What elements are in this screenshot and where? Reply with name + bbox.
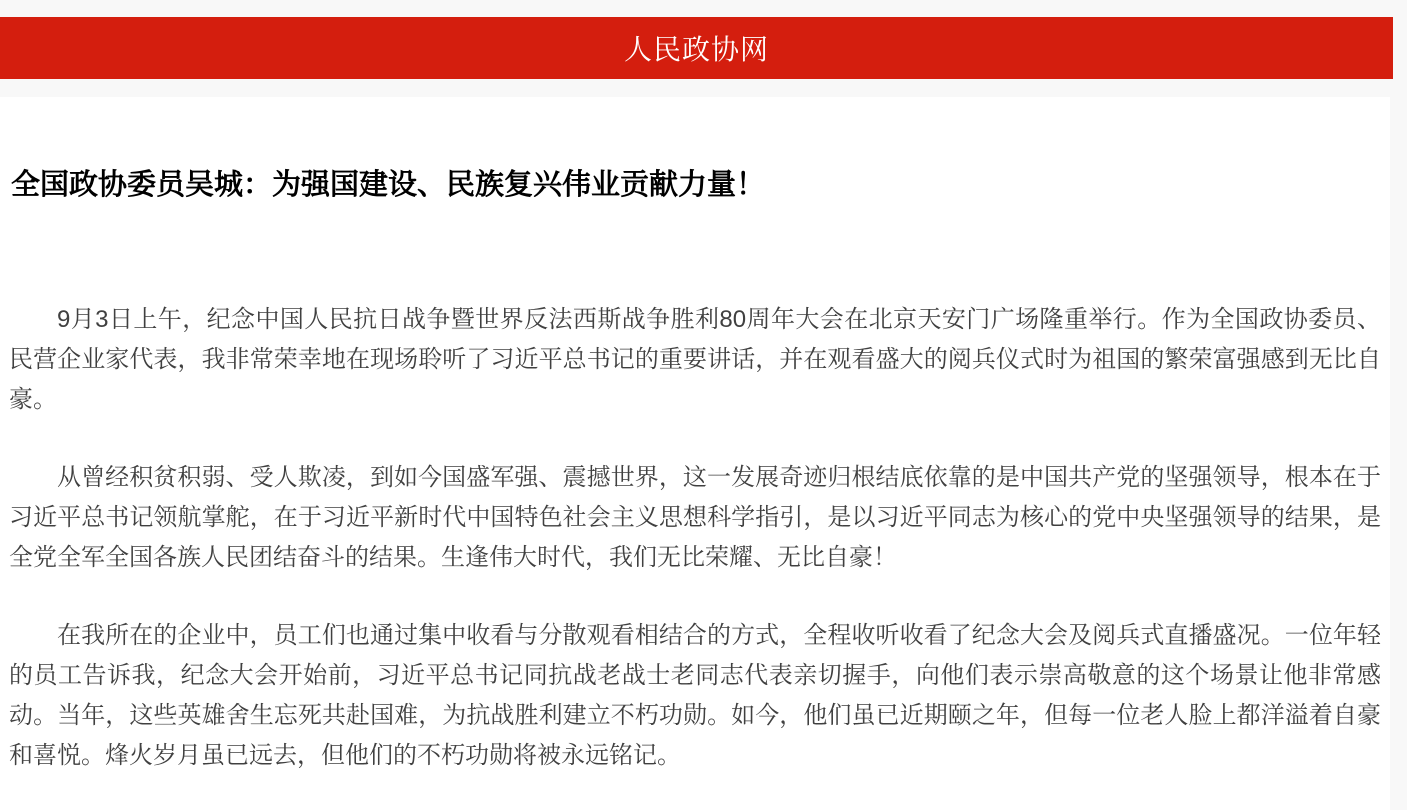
banner-content-gap [0, 79, 1407, 97]
article-title: 全国政协委员吴城：为强国建设、民族复兴伟业贡献力量！ [11, 169, 766, 201]
page-top-gutter [0, 0, 1407, 17]
article-paragraph: 从曾经积贫积弱、受人欺凌，到如今国盛军强、震撼世界，这一发展奇迹归根结底依靠的是中国共产党的坚强领导，根本在于习近平总书记领航掌舵，在于习近平新时代中国特色社会主义思想科学指引，是以习近平同志为核心的党中央坚强领导的结果，是全党全军全国各族人民团结奋斗的结果。生逢伟大时代，我们无比荣耀、无比自豪！ [9, 464, 1381, 571]
article-paragraph: 9月3日上午，纪念中国人民抗日战争暨世界反法西斯战争胜利80周年大会在北京天安门广场隆重举行。作为全国政协委员、民营企业家代表，我非常荣幸地在现场聆听了习近平总书记的重要讲话，并在观看盛大的阅兵仪式时为祖国的繁荣富强感到无比自豪。 [9, 306, 1381, 413]
article-paragraph: 在我所在的企业中，员工们也通过集中收看与分散观看相结合的方式，全程收听收看了纪念大会及阅兵式直播盛况。一位年轻的员工告诉我，纪念大会开始前，习近平总书记同抗战老战士老同志代表亲切握手，向他们表示崇高敬意的这个场景让他非常感动。当年，这些英雄舍生忘死共赴国难，为抗战胜利建立不朽功勋。如今，他们虽已近期颐之年，但每一位老人脸上都洋溢着自豪和喜悦。烽火岁月虽已远去，但他们的不朽功勋将被永远铭记。 [9, 622, 1381, 769]
article-body [9, 300, 1381, 776]
site-title-link[interactable]: 人民政协网 [623, 34, 769, 65]
site-banner [0, 17, 1393, 79]
article-page [0, 97, 1390, 810]
